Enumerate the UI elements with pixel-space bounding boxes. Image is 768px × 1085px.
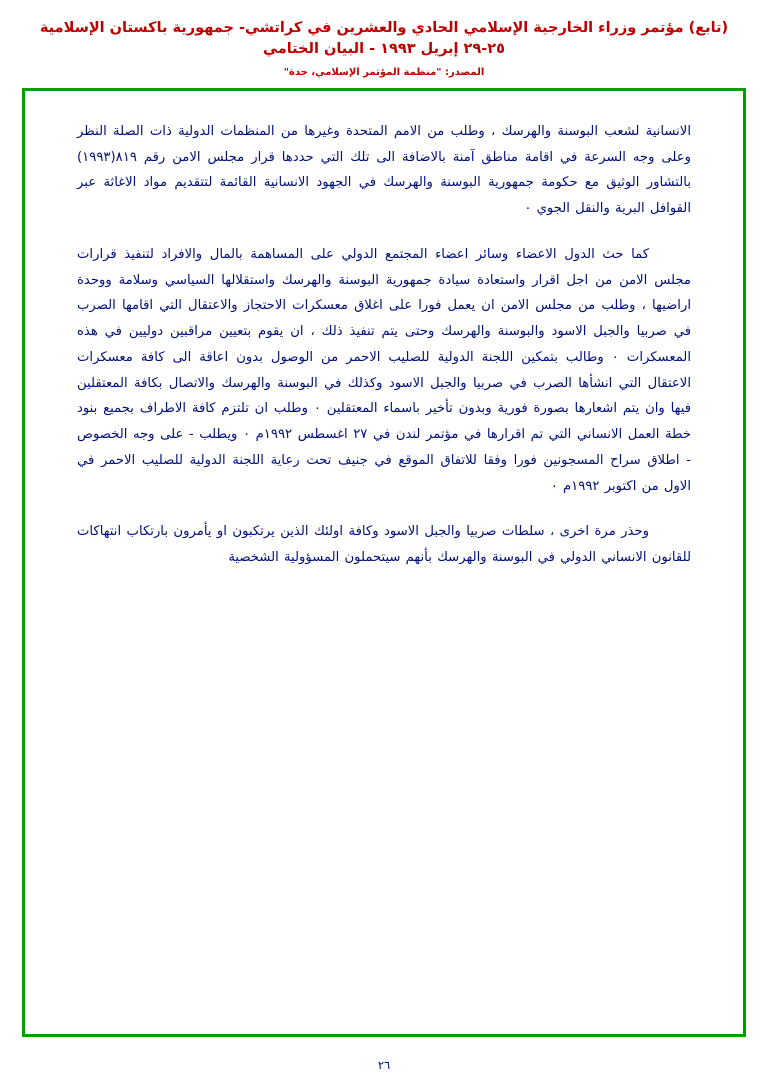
content-frame <box>22 88 746 1037</box>
document-footer <box>0 1054 768 1073</box>
content-body <box>25 91 743 591</box>
document-header <box>0 0 768 78</box>
source-line: المصدر: "منظمة المؤتمر الإسلامي، جدة" <box>283 67 485 79</box>
paragraph-2: كما حث الدول الاعضاء وسائر اعضاء المجتمع الدولي على المساهمة بالمال والافراد لتنفيذ قرارات مجلس الامن من اجل اقرار واستعادة سيادة جمهورية البوسنة والهرسك واستقلالها السياسي وسلامة ووحدة اراضيها ، وطلب من مجلس الامن ان يعمل فورا على اغلاق معسكرات الاحتجاز والاعتقال التي اقامها الصرب في صربيا والجبل الاسود والبوسنة والهرسك وحتى يتم تنفيذ ذلك ، ان يقوم بتعيين مراقبين دوليين في هذه المعسكرات ٠ وطالب بتمكين اللجنة الدولية للصليب الاحمر من الوصول بدون اعاقة الى كافة معسكرات الاعتقال التي انشأها الصرب في صربيا والجبل الاسود وكذلك في البوسنة والهرسك والاتصال بكافة المعتقلين فيها وان يتم اشعارها بصورة فورية وبدون تأخير باسماء المعتقلين ٠ وطلب ان تلتزم كافة الاطراف بجميع بنود خطة العمل الانساني التي تم اقرارها في مؤتمر لندن في ٢٧ اغسطس ١٩٩٢م ٠ ويطلب - على وجه الخصوص - اطلاق سراح المسجونين فورا وفقا للاتفاق الموقع في جنيف تحت رعاية اللجنة الدولية للصليب الاحمر في الاول من اكتوبر ١٩٩٢م ٠ <box>77 246 692 494</box>
page-title: (تابع) مؤتمر وزراء الخارجية الإسلامي الحادي والعشرين في كراتشي- جمهورية باكستان الإسلامية ٢٥-٢٩ إبريل ١٩٩٣ - البيان الختامي <box>39 20 729 58</box>
paragraph-1: الانسانية لشعب البوسنة والهرسك ، وطلب من الامم المتحدة وغيرها من المنظمات الدولية ذات الصلة النظر وعلى وجه السرعة في اقامة مناطق آمنة بالاضافة الى تلك التي حددها قرار مجلس الامن رقم ٨١٩(١٩٩٣) بالتشاور الوثيق مع حكومة جمهورية البوسنة والهرسك في الجهود الانسانية القائمة لتتقديم مواد الاغاثة عبر القوافل البرية والنقل الجوي ٠ <box>77 124 691 217</box>
page-number: ٢٦ <box>377 1058 391 1072</box>
paragraph-3: وحذر مرة اخرى ، سلطات صربيا والجبل الاسود وكافة اولئك الذين يرتكبون او يأمرون بارتكاب انتهاكات للقانون الانساني الدولي في البوسنة والهرسك بأنهم سيتحملون المسؤولية الشخصية <box>77 524 691 566</box>
